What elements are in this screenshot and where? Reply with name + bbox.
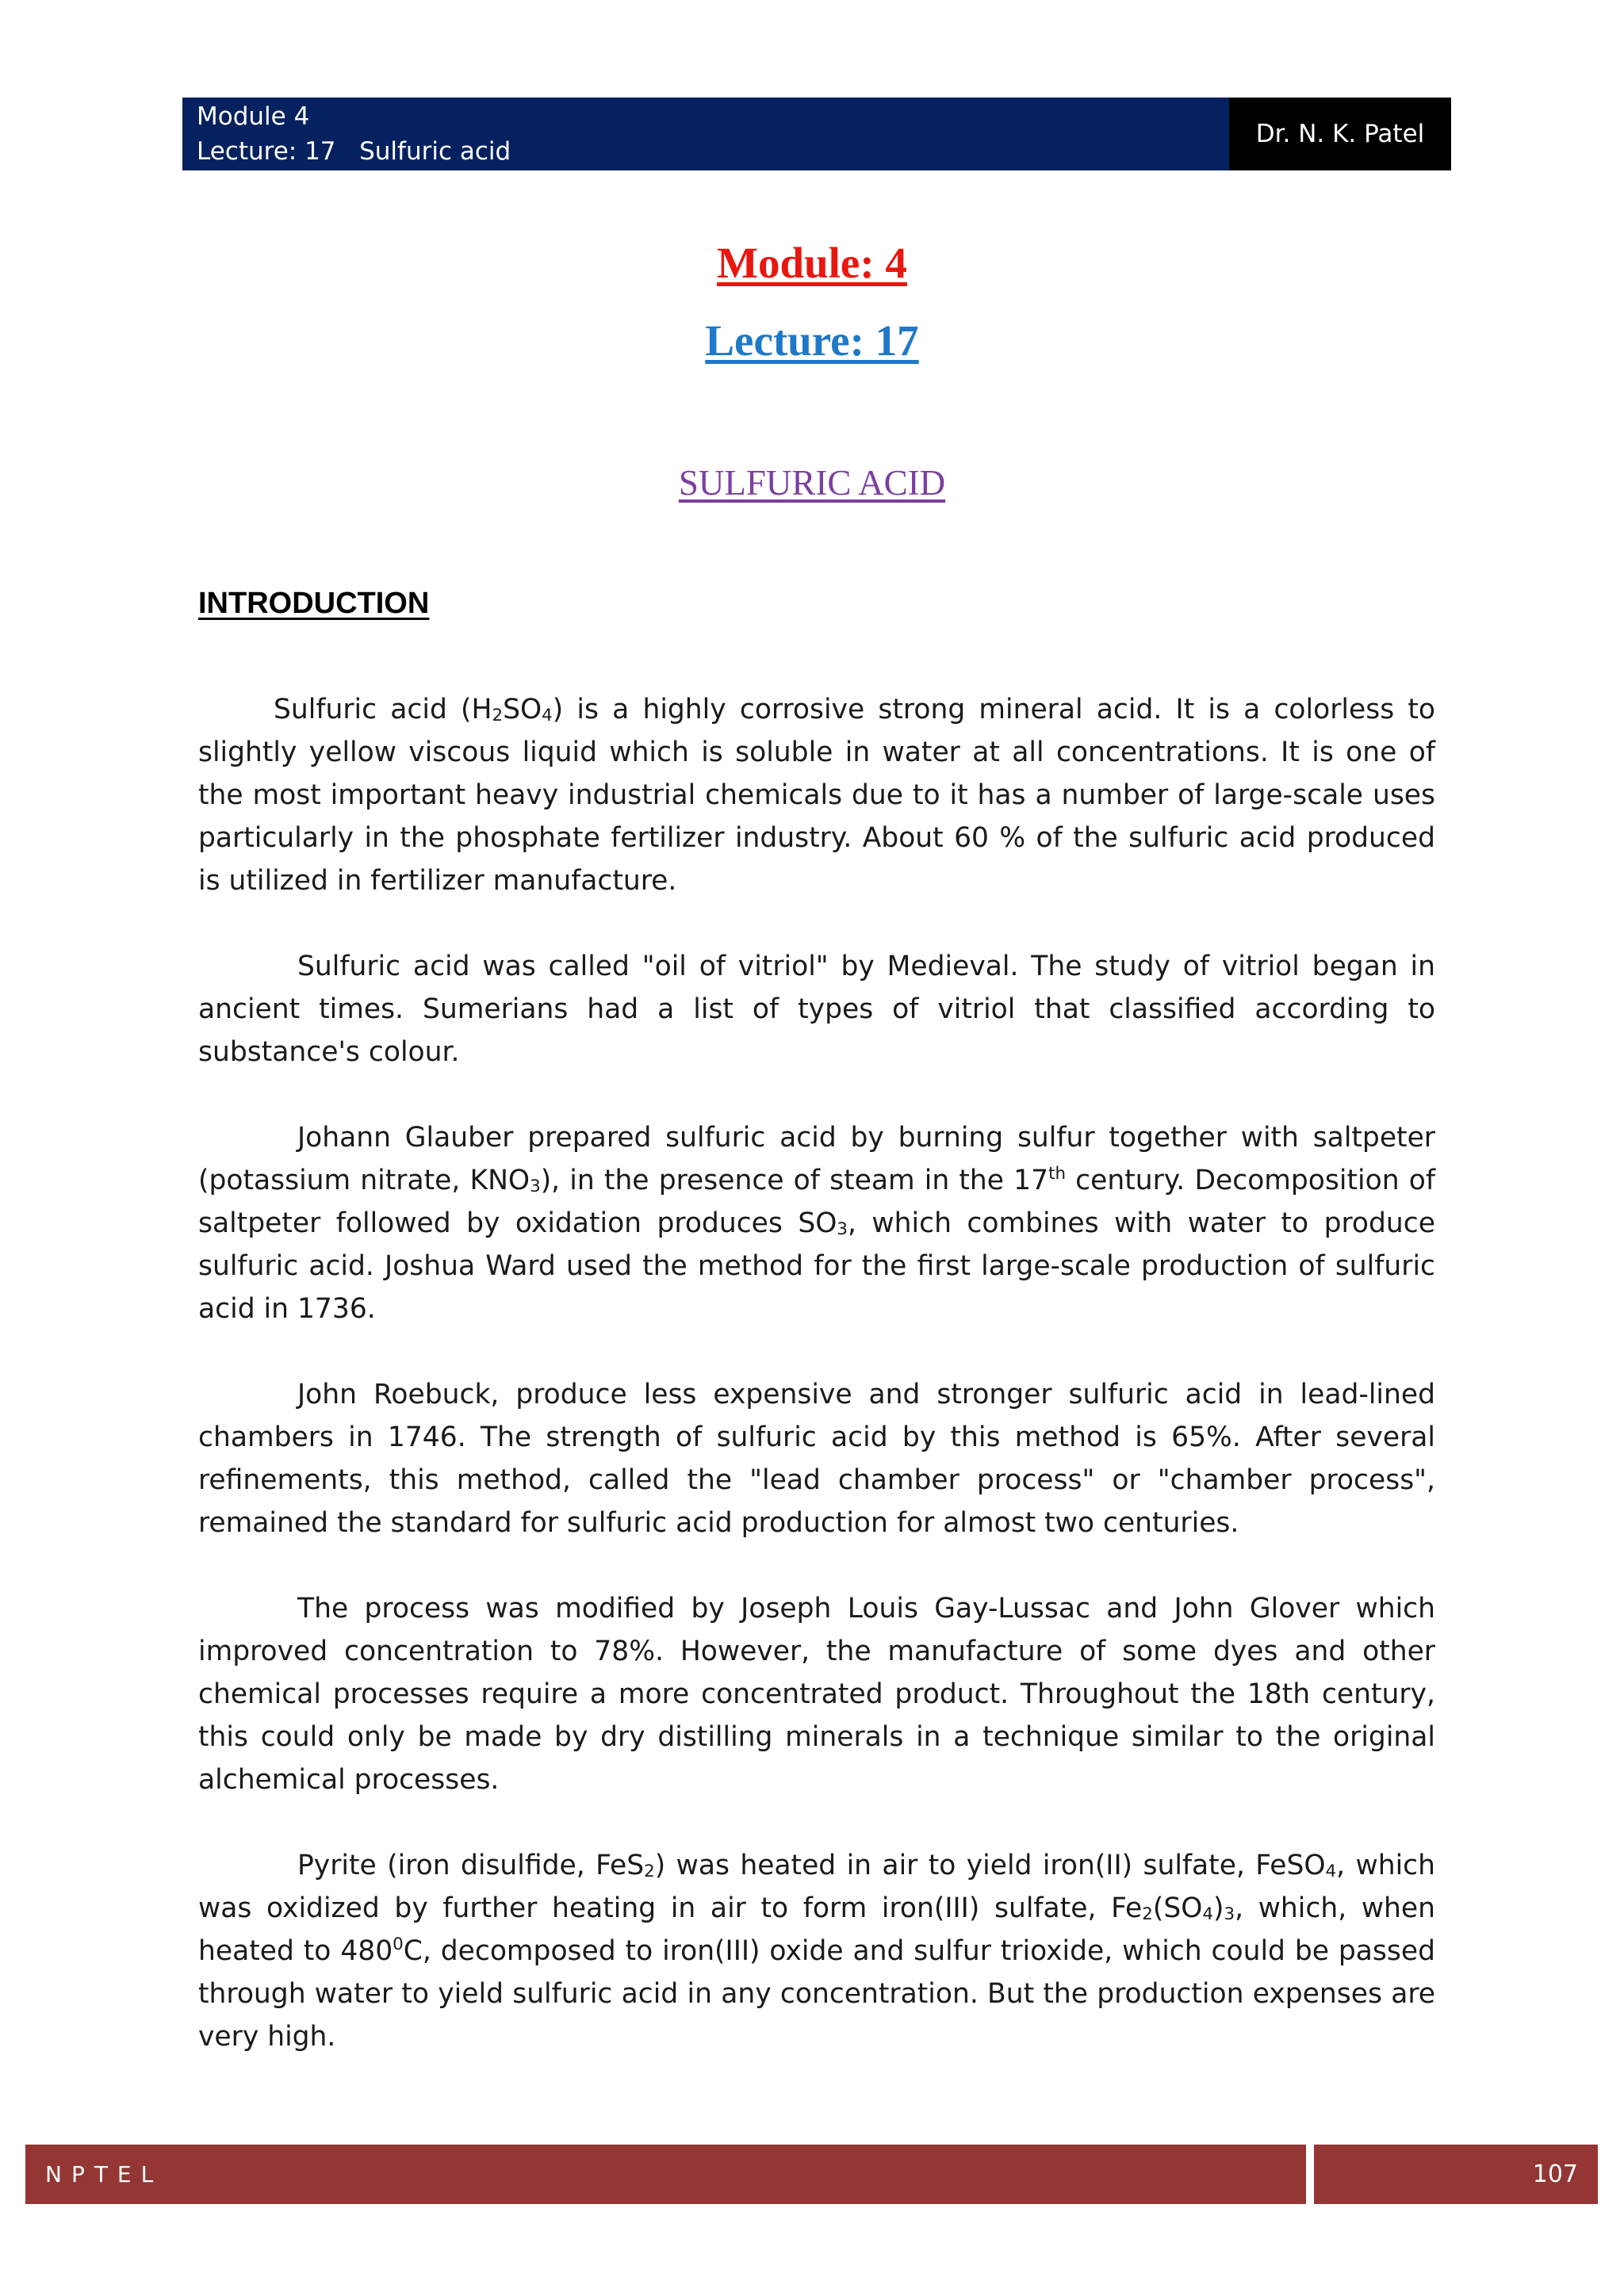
- paragraph-text: ) is a highly corrosive strong mineral acid. It is a colorless to slightly yellow viscous liquid which is soluble in water at all concentrations. It is one of the most important heavy industrial chemicals due to it has a number of large-scale uses particularly in the phosphate fertilizer industry. About 60 % of the sulfuric acid produced is utilized in fertilizer manufacture.: [198, 694, 1435, 897]
- paragraph-text: C, decomposed to iron(III) oxide and sulfur trioxide, which could be passed through water to yield sulfuric acid in any concentration. But the production expenses are very high.: [198, 1935, 1435, 2053]
- subscript: 3: [530, 1177, 541, 1197]
- body-paragraph: [198, 945, 1435, 1073]
- paragraph-text: John Roebuck, produce less expensive and stronger sulfuric acid in lead-lined chambers in 1746. The strength of sulfuric acid by this method is 65%. After several refinements, this method, called the "lead chamber process" or "chamber process", remained the standard for sulfuric acid production for almost two centuries.: [198, 1379, 1435, 1539]
- module-title-text: Module: 4: [717, 239, 907, 287]
- paragraph-text: , which, when heated to 480: [198, 1892, 1435, 1967]
- body-paragraph: [198, 1844, 1435, 2058]
- footer-page-number: 107: [1314, 2145, 1598, 2204]
- body-paragraph: [198, 1373, 1435, 1544]
- subscript: 2: [1142, 1904, 1153, 1925]
- lecture-title: [0, 316, 1624, 365]
- paragraph-text: Sulfuric acid (H: [274, 694, 492, 725]
- subscript: 3: [837, 1219, 848, 1240]
- subscript: 3: [1224, 1904, 1235, 1925]
- paragraph-text: Johann Glauber prepared sulfuric acid by burning sulfur together with saltpeter (potassium nitrate, KNO: [198, 1122, 1435, 1196]
- body-paragraph: [198, 1587, 1435, 1801]
- subscript: 2: [492, 706, 504, 726]
- body-paragraph: [198, 688, 1435, 902]
- body-paragraph: [198, 1116, 1435, 1330]
- subscript: 2: [644, 1862, 655, 1882]
- paragraph-text: ), in the presence of steam in the 17: [540, 1165, 1049, 1196]
- header-author: Dr. N. K. Patel: [1229, 98, 1451, 170]
- body-text: [198, 688, 1435, 2101]
- topic-title: [0, 462, 1624, 503]
- paragraph-text: (SO: [1152, 1892, 1203, 1924]
- paragraph-text: SO: [503, 694, 542, 725]
- header-module-label: Module 4: [197, 102, 310, 131]
- paragraph-text: , which was oxidized by further heating in air to form iron(III) sulfate, Fe: [198, 1850, 1435, 1924]
- paragraph-text: Sulfuric acid was called "oil of vitriol" by Medieval. The study of vitriol began in ancient times. Sumerians had a list of types of vitriol that classified according to substance's colour.: [198, 951, 1435, 1068]
- paragraph-text: , which combines with water to produce sulfuric acid. Joshua Ward used the method for the first large-scale production of sulfuric acid in 1736.: [198, 1207, 1435, 1325]
- topic-title-text: SULFURIC ACID: [678, 463, 946, 503]
- superscript: 0: [393, 1934, 404, 1955]
- module-title: [0, 238, 1624, 288]
- paragraph-text: ): [1212, 1892, 1224, 1924]
- section-heading: INTRODUCTION: [198, 587, 430, 620]
- footer-nptel: NPTEL: [25, 2145, 1306, 2204]
- subscript: 4: [542, 706, 553, 726]
- paragraph-text: century. Decomposition of saltpeter followed by oxidation produces SO: [198, 1165, 1435, 1239]
- lecture-title-text: Lecture: 17: [705, 316, 919, 365]
- paragraph-text: Pyrite (iron disulfide, FeS: [297, 1850, 645, 1881]
- subscript: 4: [1202, 1904, 1213, 1925]
- paragraph-text: The process was modified by Joseph Louis Gay-Lussac and John Glover which improved concentration to 78%. However, the manufacture of some dyes and other chemical processes require a more concentrated product. Throughout the 18th century, this could only be made by dry distilling minerals in a technique similar to the original alchemical processes.: [198, 1593, 1435, 1796]
- header-course-info: [182, 98, 1229, 170]
- header-lecture-label: Lecture: 17 Sulfuric acid: [197, 137, 511, 166]
- superscript: th: [1048, 1164, 1066, 1184]
- paragraph-text: ) was heated in air to yield iron(II) sulfate, FeSO: [654, 1850, 1326, 1881]
- subscript: 4: [1325, 1862, 1337, 1882]
